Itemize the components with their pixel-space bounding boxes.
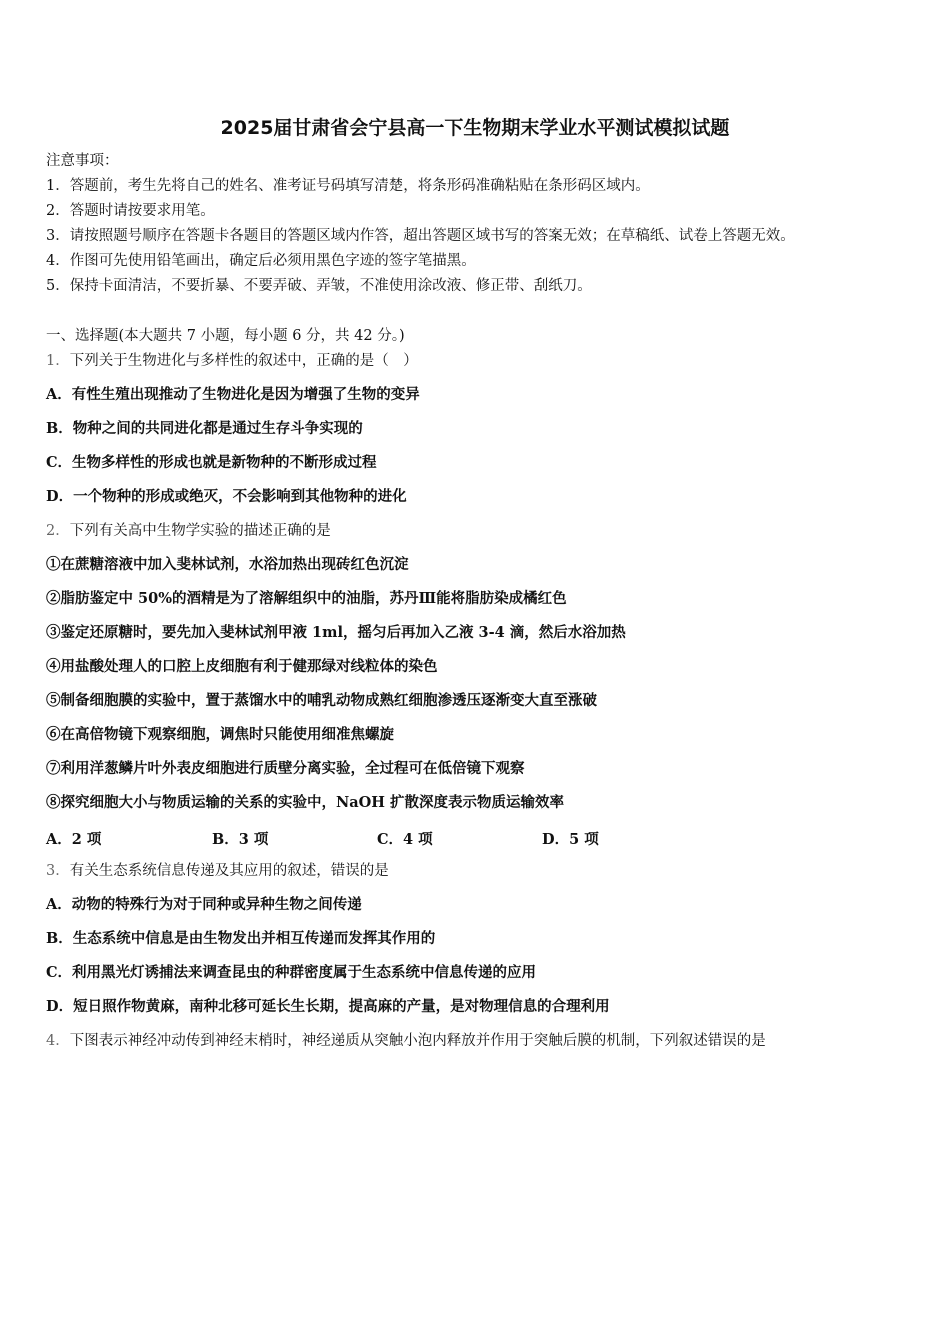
question-number: 4． — [46, 1033, 70, 1049]
section-heading: 一、选择题(本大题共 7 小题，每小题 6 分，共 42 分。) — [46, 328, 405, 344]
question-4-stem — [46, 1032, 766, 1050]
question-2-statement: ①在蔗糖溶液中加入斐林试剂，水浴加热出现砖红色沉淀 — [46, 556, 409, 573]
question-2-option-c: C．4 项 — [377, 831, 433, 848]
question-2-statement: ④用盐酸处理人的口腔上皮细胞有利于健那绿对线粒体的染色 — [46, 658, 438, 675]
notice-item: 1．答题前，考生先将自己的姓名、准考证号码填写清楚，将条形码准确粘贴在条形码区域内。 — [46, 178, 650, 194]
question-2-statement: ⑥在高倍物镜下观察细胞，调焦时只能使用细准焦螺旋 — [46, 726, 394, 743]
question-number: 2． — [46, 523, 70, 539]
notice-heading: 注意事项： — [46, 153, 119, 169]
question-3-option-c: C．利用黑光灯诱捕法来调查昆虫的种群密度属于生态系统中信息传递的应用 — [46, 964, 537, 981]
question-number: 1． — [46, 353, 70, 369]
question-1-option-b: B．物种之间的共同进化都是通过生存斗争实现的 — [46, 420, 363, 437]
question-2-statement: ⑦利用洋葱鳞片叶外表皮细胞进行质壁分离实验，全过程可在低倍镜下观察 — [46, 760, 525, 777]
question-stem-text: 有关生态系统信息传递及其应用的叙述，错误的是 — [69, 863, 389, 879]
question-3-option-a: A．动物的特殊行为对于同种或异种生物之间传递 — [46, 896, 362, 913]
question-stem-text: 下图表示神经冲动传到神经末梢时，神经递质从突触小泡内释放并作用于突触后膜的机制，下列叙述错误的是 — [69, 1033, 766, 1049]
question-1-option-a: A．有性生殖出现推动了生物进化是因为增强了生物的变异 — [46, 386, 420, 403]
question-number: 3． — [46, 863, 70, 879]
question-stem-text: 下列关于生物进化与多样性的叙述中，正确的是（ ） — [69, 353, 418, 369]
notice-item: 2．答题时请按要求用笔。 — [46, 203, 215, 219]
question-2-option-a: A．2 项 — [46, 831, 102, 848]
question-1-option-c: C．生物多样性的形成也就是新物种的不断形成过程 — [46, 454, 377, 471]
question-2-stem — [46, 522, 331, 540]
question-2-statement: ⑤制备细胞膜的实验中，置于蒸馏水中的哺乳动物成熟红细胞渗透压逐渐变大直至涨破 — [46, 692, 597, 709]
question-2-option-d: D．5 项 — [542, 831, 599, 848]
question-2-statement: ⑧探究细胞大小与物质运输的关系的实验中，NaOH 扩散深度表示物质运输效率 — [46, 794, 565, 811]
notice-item: 5．保持卡面清洁，不要折暴、不要弄破、弄皱，不准使用涂改液、修正带、刮纸刀。 — [46, 278, 592, 294]
notice-item: 4．作图可先使用铅笔画出，确定后必须用黑色字迹的签字笔描黑。 — [46, 253, 476, 269]
question-3-stem — [46, 862, 389, 880]
question-2-option-b: B．3 项 — [212, 831, 269, 848]
question-1-stem — [46, 352, 418, 370]
question-stem-text: 下列有关高中生物学实验的描述正确的是 — [69, 523, 331, 539]
notice-item: 3．请按照题号顺序在答题卡各题目的答题区域内作答，超出答题区域书写的答案无效；在草稿纸、试卷上答题无效。 — [46, 228, 795, 244]
question-2-options — [46, 828, 746, 848]
page-title: 2025届甘肃省会宁县高一下生物期末学业水平测试模拟试题 — [220, 117, 730, 139]
question-3-option-d: D．短日照作物黄麻，南种北移可延长生长期，提高麻的产量，是对物理信息的合理利用 — [46, 998, 610, 1015]
question-1-option-d: D．一个物种的形成或绝灭，不会影响到其他物种的进化 — [46, 488, 407, 505]
question-3-option-b: B．生态系统中信息是由生物发出并相互传递而发挥其作用的 — [46, 930, 436, 947]
question-2-statement: ③鉴定还原糖时，要先加入斐林试剂甲液 1ml，摇匀后再加入乙液 3-4 滴，然后水浴加热 — [46, 624, 626, 641]
question-2-statement: ②脂肪鉴定中 50%的酒精是为了溶解组织中的油脂，苏丹Ⅲ能将脂肪染成橘红色 — [46, 590, 567, 607]
